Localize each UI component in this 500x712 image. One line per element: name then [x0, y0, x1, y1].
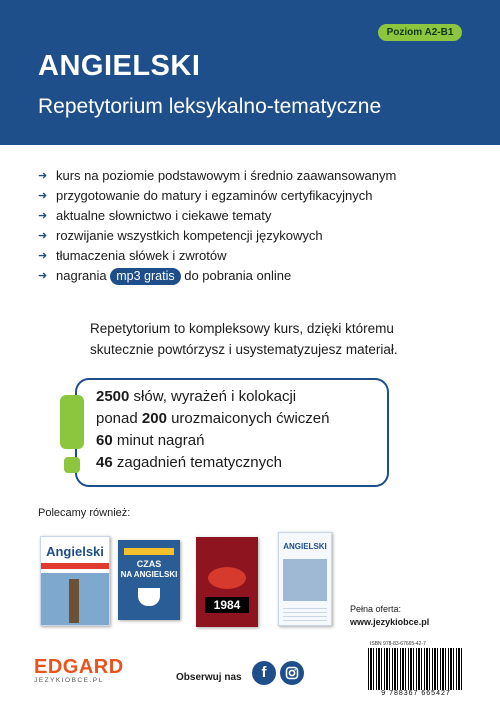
arrow-right-icon: ➜ [38, 190, 48, 202]
stat-item: 46 zagadnień tematycznych [96, 454, 282, 471]
book-cover-title: Angielski [46, 544, 104, 559]
logo-text: EDGARD [34, 656, 124, 678]
book-cover-tea-icon [138, 588, 160, 606]
logo-subtext: JEZYKIOBCE.PL [34, 677, 104, 684]
cover-label [124, 548, 174, 555]
recommend-label: Polecamy również: [38, 507, 131, 519]
arrow-right-icon: ➜ [38, 210, 48, 222]
feature-item: ➜ kurs na poziomie podstawowym i średnio zaawansowanym [38, 166, 396, 186]
arrow-right-icon: ➜ [38, 270, 48, 282]
stat-item: ponad 200 urozmaiconych ćwiczeń [96, 410, 330, 427]
instagram-icon[interactable] [280, 661, 304, 685]
edgard-logo [34, 656, 124, 684]
book-cover-angielski-city[interactable] [278, 532, 332, 626]
barcode-number: 9 788367 665427 [368, 690, 464, 697]
book-cover-title: ANGIELSKI [283, 542, 327, 551]
instagram-glyph [280, 661, 304, 685]
flag-band [41, 563, 109, 569]
offer-label: Pełna oferta: [350, 604, 402, 614]
feature-item: ➜ tłumaczenia słówek i zwrotów [38, 246, 396, 266]
book-cover-title: CZAS [136, 559, 162, 569]
book-title: ANGIELSKI [38, 50, 201, 82]
book-cover-angielski[interactable] [40, 536, 110, 626]
book-cover-city-icon [283, 559, 327, 601]
level-badge: Poziom A2-B1 [378, 24, 462, 41]
book-cover-czas[interactable] [118, 540, 180, 620]
feature-item: ➜ nagrania mp3 gratis do pobrania online [38, 266, 396, 286]
arrow-right-icon: ➜ [38, 230, 48, 242]
barcode [368, 648, 464, 690]
book-cover-text-lines [283, 605, 327, 621]
feature-item: ➜ przygotowanie do matury i egzaminów certyfikacyjnych [38, 186, 396, 206]
book-cover-eye-icon [208, 567, 246, 589]
book-cover-title: 1984 [205, 597, 249, 613]
arrow-right-icon: ➜ [38, 250, 48, 262]
book-cover-subtitle: NA ANGIELSKI [120, 570, 178, 579]
stats-list [96, 386, 330, 474]
exclamation-icon [55, 395, 89, 475]
isbn-text: ISBN 978-83-67665-42-7 [370, 641, 426, 647]
intro-text: Repetytorium to kompleksowy kurs, dzięki któremu skutecznie powtórzysz i usystematyzujesz materiał. [90, 321, 398, 357]
big-ben-icon [69, 579, 79, 623]
arrow-right-icon: ➜ [38, 170, 48, 182]
follow-label: Obserwuj nas [176, 672, 242, 683]
mp3-badge: mp3 gratis [110, 268, 180, 285]
offer-link[interactable]: www.jezykiobce.pl [350, 617, 430, 627]
facebook-icon[interactable]: f [252, 661, 276, 685]
stat-item: 60 minut nagrań [96, 432, 205, 449]
book-cover-1984[interactable] [196, 537, 258, 627]
feature-item: ➜ aktualne słownictwo i ciekawe tematy [38, 206, 396, 226]
stat-item: 2500 słów, wyrażeń i kolokacji [96, 388, 297, 405]
feature-item: ➜ rozwijanie wszystkich kompetencji językowych [38, 226, 396, 246]
book-subtitle: Repetytorium leksykalno-tematyczne [38, 95, 382, 118]
features-list [38, 166, 396, 286]
header-banner [0, 0, 500, 145]
